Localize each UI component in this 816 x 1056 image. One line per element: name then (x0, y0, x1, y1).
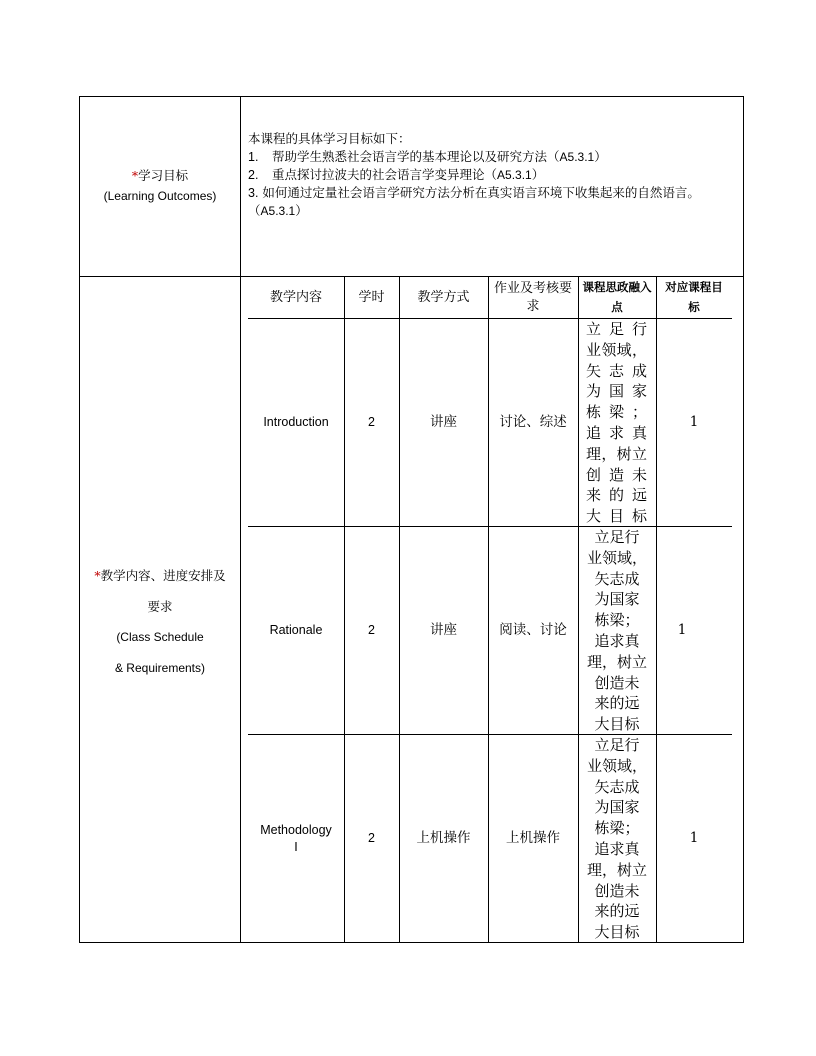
header-method: 教学方式 (417, 290, 470, 305)
objective-item-3: 3. 如何通过定量社会语言学研究方法分析在真实语言环境下收集起来的自然语言。（A5.3.1） (248, 185, 700, 218)
row-2-ideology: 立足行 业领域， 矢志成 为国家 栋梁； 追求真 理，树立 创造未 来的远 大目标 (586, 528, 647, 734)
row-1-hours: 2 (368, 415, 375, 429)
row-2-hours: 2 (368, 623, 375, 637)
row-3-content: Methodology I (260, 822, 332, 854)
row-3-assignment: 上机操作 (506, 830, 560, 846)
header-assignment: 作业及考核要求 (493, 281, 572, 314)
required-marker: * (131, 168, 139, 183)
header-ideology: 课程思政融入点 (582, 282, 652, 314)
objective-item-1: 1. 帮助学生熟悉社会语言学的基本理论以及研究方法（A5.3.1） (248, 149, 607, 164)
row-1-content: Introduction (263, 415, 329, 429)
row-1-objective: 1 (689, 414, 699, 430)
row-2-objective: 1 (677, 622, 687, 638)
header-objective: 对应课程目标 (665, 282, 723, 314)
row-3-hours: 2 (368, 831, 375, 845)
learning-outcomes-label (80, 166, 240, 206)
row-1-assignment: 讨论、综述 (499, 414, 567, 430)
row-1-method: 讲座 (430, 414, 457, 430)
objectives-intro: 本课程的具体学习目标如下： (248, 131, 411, 146)
column-divider (240, 96, 241, 943)
row-3-ideology: 立足行 业领域， 矢志成 为国家 栋梁； 追求真 理，树立 创造未 来的远 大目标 (586, 736, 647, 942)
header-hours: 学时 (358, 290, 385, 305)
row-divider (79, 276, 744, 277)
header-content: 教学内容 (269, 290, 322, 305)
row-2-assignment: 阅读、讨论 (499, 622, 567, 638)
row-2-method: 讲座 (430, 622, 457, 638)
schedule-label: *教学内容、进度安排及 要求 (Class Schedule & Requirements) (94, 568, 226, 675)
required-marker: * (94, 568, 101, 583)
learning-outcomes-title-cn: 学习目标 (138, 168, 189, 183)
row-3-objective: 1 (689, 830, 699, 846)
row-1-ideology: 立足行 业领域， 矢志成 为国家 栋梁； 追求真 理，树立 创造未 来的远 大目标 (586, 320, 647, 526)
learning-outcomes-content (248, 130, 740, 220)
row-2-content: Rationale (269, 623, 323, 637)
learning-outcomes-title-en: (Learning Outcomes) (103, 189, 217, 203)
objective-item-2: 2. 重点探讨拉波夫的社会语言学变异理论（A5.3.1） (248, 167, 545, 182)
row-3-method: 上机操作 (416, 830, 471, 846)
